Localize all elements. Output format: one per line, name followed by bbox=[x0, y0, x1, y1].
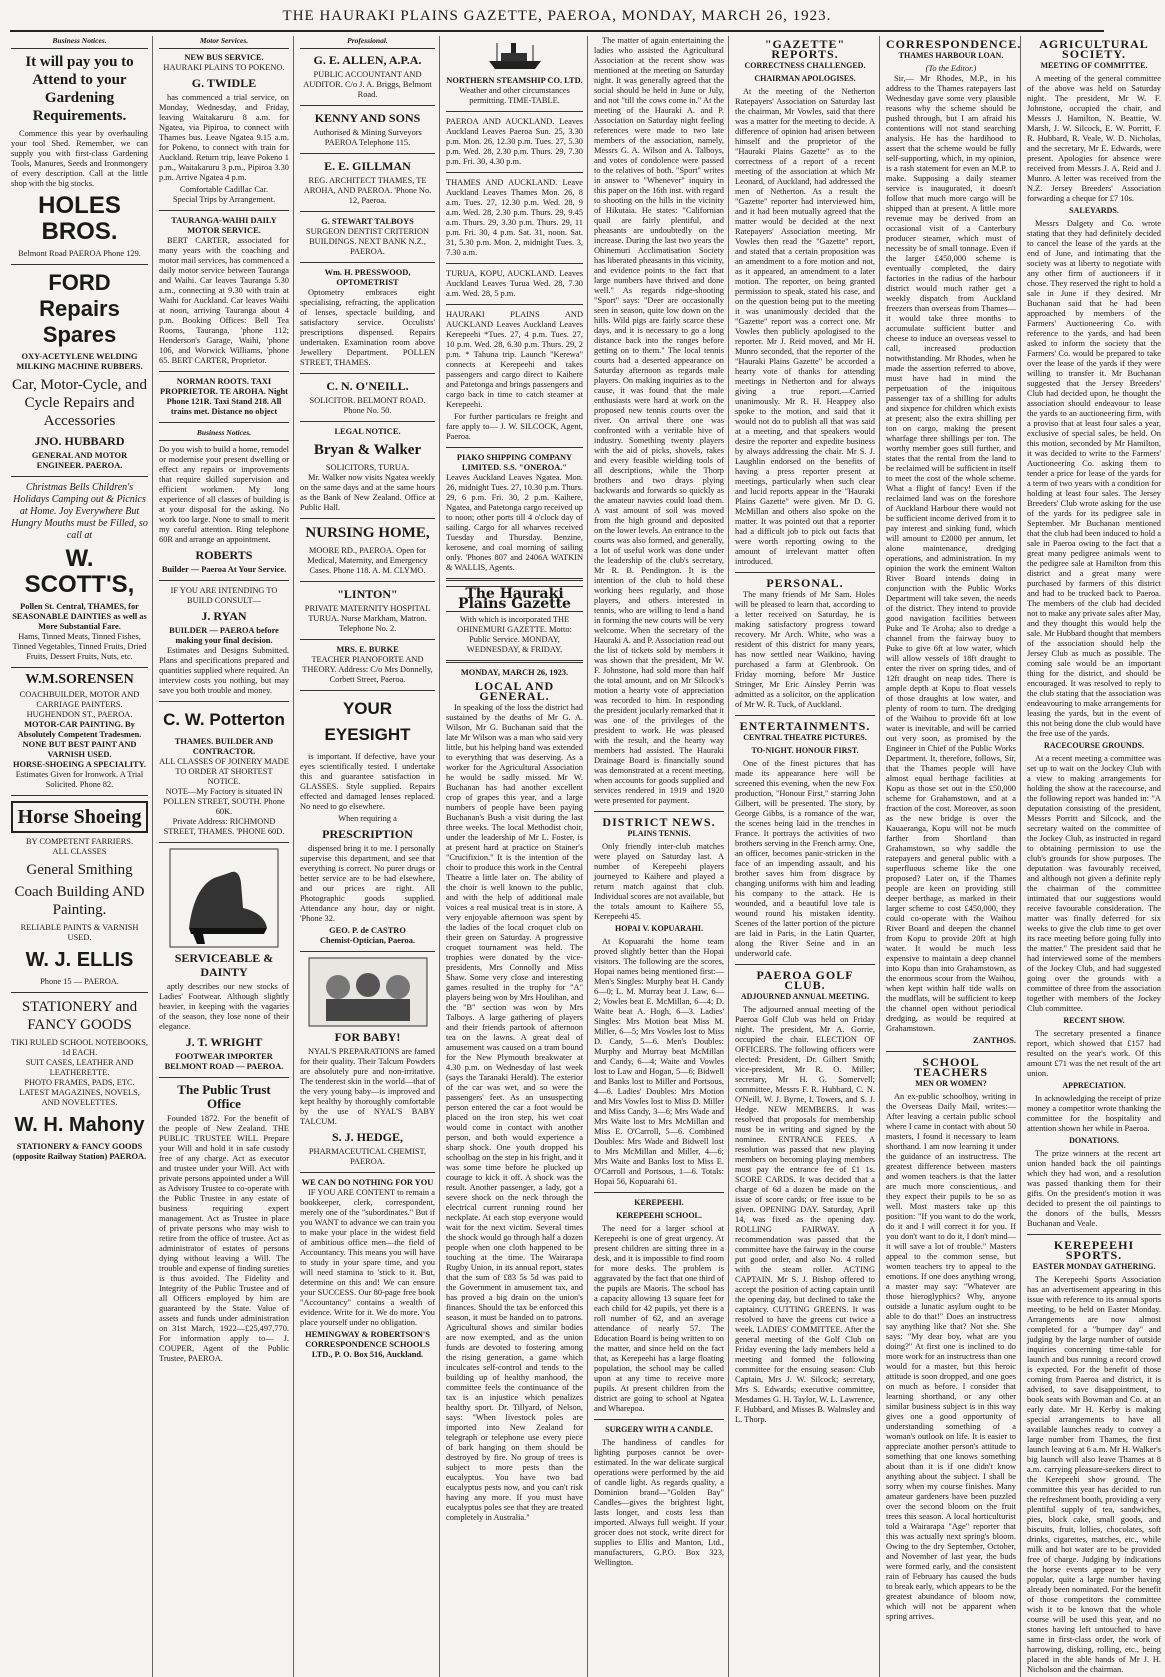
nothing-title: WE CAN DO NOTHING FOR YOU bbox=[301, 1178, 434, 1187]
all-classes: ALL CLASSES bbox=[52, 847, 107, 856]
gazette-reports-body: At the meeting of the Netherton Ratepayers' Association on Saturday last the chairman, Mr Vowles, said that there was a matter for the meeting to decide. A difference of opinion had arisen between himself and the proprietor of the "Hauraki Plains Gazette" as to the correctness of a report of a recent meeting of the association at which Mr Leonard, of Auckland, had addressed the men of Netherton. As a result the "Gazette" reporter had interviewed him, and it had been mutually agreed that the matter would be decided at the next Ratepayers' Association meeting. Mr Vowles then read the "Gazette" report, and stated that a certain proposition was an amendment to a fore motion and not, as it appeared, an amendment to a later motion. The reporter, on being granted permission to speak, stated his case, and on the question being put to the meeting it was unanimously decided that the "Gazette" report was a correct one. Mr Vowles then publicly apologised to the reporter. Mr J. Reid moved, and Mr H. Munro seconded, that the reporter of the "Hauraki Plains Gazette" be accorded a hearty vote of thanks for attending meetings in Netherton and for always giving a true report.—Carried unanimously. Mr R. H. Heappey also spoke to the motion, and said that it would not do to publish all that was said at a meeting, and that speakers would desire the reporter and expedite business by always addressing the chair. Mr S. J. Laughlin endorsed on the benefits of having a press reporter present at meetings, particularly when such clear and lucid reports appear in the "Hauraki Plains Gazette" were given. Mr D. G. McMillan and others also spoke on the matter. It was pointed out that a reporter had a difficult job to pick out facts that were worth reporting owing to the amount of irrelevant matter often introduced. bbox=[735, 87, 875, 566]
correspondence-body: Sir,— Mr Rhodes, M.P., in his address to the Thames ratepayers last Wednesday gave some very plausible reasons why the scheme should be pushed through, but I am afraid his contentions will not stand searching analysis. He has the hardihood to assert that the scheme would be fully self-supporting, which, in my opinion, is a rash statement for even an M.P. to make. Supposing a daily steamer service is inaugurated, it doesn't follow that much more cargo will be shipped than at present. A little more revenue may be derived from an occasional visit of a Canterbury producer steamer, which must of necessity be of small tonnage. Even if the larger £450,000 scheme is eventually completed, the dairy factories in the radius of the harbour district would much rather get a weekly dispatch from Auckland freezers than overseas from Thames—it would take three months to accumulate sufficient butter and cheese to induce an overseas vessel to call, increased production notwithstanding. Mr Rhodes, when he made the assertion referred to above, must have had in mind the perpetuation of the iniquitous passenger tax of a shilling for adults and sixpence for children which exists at present; also the extra shilling per ton on cargo, making the present wharfage three shillings per ton. The worthy member goes still further, and states that the rental from the land to be reclaimed will be sufficient in itself to meet the cost of the whole scheme. What a flight of fancy! Even if the reclaimed land was on the foreshore of Auckland Harbour there would not be sufficient income derived from it to pay interest and sinking fund, which will amount to £2000 per annum, let alone maintenance, dredging operations, and administration. In my opinion the work the eminent Walton River Board intends doing in conjunction with the Public Works Department will take seven, the needs of the district. They intend to provide good navigation facilities between Puke and Te Aroha; also to dredge a channel from the fairway buoy to Puke to give 6ft at low water, which will allow vessels of 18ft draught to enter the river on spring tides, and of 12ft draught on neap tides. There is ample depth at Kopu to float vessels of those draughts at low water, and plenty of room to turn. The dredging of the Waihou to provide 6ft at low water is inevitable, and will be carried out very soon, as promised by the Engineer in Chief of the Public Works Department. It, therefore, follows, Sir, that the Thames people will have almost equal berthage facilities at Kopu as those set out in the £50,000 scheme for Grahamstown, and at a fraction of the cost. Moreover, as soon as the new bridge is over the Kauaeranga, Kopu will not be much farther from Shortland than Grahamstown, so why saddle the ratepayers and general public with a superfluous scheme like the one proposed? Later on, if the Thames people are keen on providing still deeper berthage, as marked in their larger scheme to cost £450,000, they could co-operate with the Waihou River Board and deepen the channel from Kopu to provide 20ft at high water. It would be much less expensive to maintain a deep channel into Kopu than into Grahamstown, as the enormous scour from the Waihou, when kept within half tide walls on the mudflats, will be sufficient to keep the channel open without periodical dredging, as would be required at Grahamstown. bbox=[886, 74, 1016, 1033]
personal-body: The many friends of Mr Sam. Holes will be pleased to learn that, according to a letter received on Saturday, he is making satisfactory progress toward recovery. Mr Arch. White, who was a resident of this district for many years, has now settled near Waikino, having purchased a farm at Glenbrook. On Friday morning, before Mr Justice Stringer, Mr Eric Ainsley Perrin was admitted as a solicitor, on the application of Mr W. R. Tuck, of Auckland. bbox=[735, 590, 875, 709]
harbour-loan-heading: THAMES HARBOUR LOAN. bbox=[898, 51, 1004, 60]
linton-body: PRIVATE MATERNITY HOSPITAL TURUA. Nurse Markham, Matron. Telephone No. 2. bbox=[304, 604, 431, 633]
presswood-name: Wm. H. PRESSWOOD, OPTOMETRIST bbox=[324, 268, 411, 287]
nursing-body: MOORE RD., PAEROA. Open for Medical, Maternity, and Emergency Cases. Phone 118. A. M. CLYMO. bbox=[307, 546, 428, 575]
ellis-phone: Phone 15 — PAEROA. bbox=[40, 977, 119, 986]
steamship-company: NORTHERN STEAMSHIP CO. LTD. bbox=[446, 76, 583, 85]
sorensen-name: W.M.SORENSEN bbox=[25, 672, 134, 687]
personal-heading: PERSONAL. bbox=[766, 576, 844, 590]
presswood-body: Optometry embraces eight specialising, refracting, the application of lenses, spectacle building, and satisfactory service. Occulists' prescriptions dispensed. Repairs undertaken. Examination room above Jewellery Department. POLLEN STREET, THAMES. bbox=[300, 288, 435, 367]
bryan-body: Mr. Walker now visits Ngatea weekly on the same days and at the same hours as the Bank of New Zealand. Office at Public Hall. bbox=[300, 473, 435, 512]
bus-service-title: NEW BUS SERVICE. bbox=[184, 53, 264, 62]
legal-notice: LEGAL NOTICE. bbox=[334, 427, 401, 436]
tiki-notebooks: TIKI RULED SCHOOL NOTEBOOKS, 1d EACH. bbox=[11, 1038, 148, 1057]
appreciation-body: In acknowledging the receipt of prize money a competitor wrote thanking the committee for the hospitality and attention shown her while in Paeroa. bbox=[1027, 1094, 1161, 1133]
ryan-pre: IF YOU ARE INTENDING TO BUILD CONSULT— bbox=[170, 586, 278, 605]
saleyards-heading: SALEYARDS. bbox=[1069, 206, 1119, 215]
hopai-body: At Kopuarahi the home team proved slightly better than the Hopai visitors. The following are the scores, Hopai names being mentioned first:— Men's Singles: Murphy beat H. Candy 6—0; L. M. Murray beat J. Law, 6—2; Vowles beat E. McMillan, 6—4; D. Waite beat A. Hogh, 6—3. Ladies' Singles: Mrs Motion beat Miss M. Miller, 6—5; Mrs Vowles lost to Miss D. Candy, 5—6. Men's Doubles: Murphy and Murray beat McMillan and Candy, 6—4; Waite and Vowles lost to Law and Hogan, 5—6; Bidwell and Banks lost to Miller and Portsous, 4—6. Ladies' Doubles: Mrs Motion and Mrs Vowles lost to Miss D. Miller and Miss Candy, 3—6; Mrs Wade and Mrs Waite lost to Mrs McMillan and Miss E. O'Carroll, 5—6. Combined Doubles: Mrs Wade and Bidwell lost to Mrs McMillan and Miller, 4—6; Mrs Waite and Banks lost to Miss E. O'Carroll and Portsous, 1—6. Totals: Hopai 56, Kopuarahi 61. bbox=[594, 937, 724, 1186]
oxy-welding: OXY-ACETYLENE WELDING bbox=[21, 352, 138, 361]
timetable-hauraki: HAURAKI PLAINS AND AUCKLAND Leaves Auckland Leaves Kerepeehi *Tues. 27, 4 p.m. Tues. 27, 10 p.m. Wed. 28, 6.30 p.m. Thurs. 29, 2 p.m. * Tahuna trip. Launch "Kerewa" connects at Kerepeehi and takes passengers and cargo direct to Kaihere and Patetonga and brings passengers and cargo back in time to catch steamer at Kerepeehi. bbox=[446, 310, 583, 409]
stationery-title: STATIONERY and FANCY GOODS bbox=[21, 999, 138, 1033]
nursing-home: NURSING HOME, bbox=[305, 525, 430, 541]
photo-frames: PHOTO FRAMES, PADS, ETC. bbox=[24, 1078, 135, 1087]
allen-name: G. E. ALLEN, A.P.A. bbox=[313, 53, 422, 67]
section-header: Professional. bbox=[300, 36, 435, 49]
appreciation-heading: APPRECIATION. bbox=[1062, 1081, 1126, 1090]
steamship-icon bbox=[485, 39, 545, 73]
christmas-ad: Christmas Bells Children's Holidays Camping out & Picnics at Home. Joy Everywhere But Hungry Mouths must be Filled, so call at bbox=[11, 482, 148, 541]
ryan-name: J. RYAN bbox=[201, 609, 247, 623]
estimates: Estimates Given for Ironwork. A Trial Solicited. Phone 82. bbox=[15, 770, 144, 789]
milking-rubbers: MILKING MACHINE RUBBERS. bbox=[16, 362, 143, 371]
column-8 bbox=[1024, 36, 1165, 1677]
allen-sub: PUBLIC ACCOUNTANT AND AUDITOR. C/o J. A. Briggs, Belmont Road. bbox=[303, 70, 432, 99]
plains-tennis-body: Only friendly inter-club matches were played on Saturday last. A number of Kerepeehi players journeyed to Kaihere and played a return match against that club. Individual scores are not available, but the totals amount to Kaihere 55, Kerepeehi 45. bbox=[594, 842, 724, 921]
kenny-name: KENNY AND SONS bbox=[314, 111, 421, 125]
talboys-sub: SURGEON DENTIST CRITERION BUILDINGS. NEXT BANK N.Z., PAEROA. bbox=[305, 227, 430, 256]
roberts-sub: Builder — Paeroa At Your Service. bbox=[161, 565, 287, 574]
easter-body: The Kerepeehi Sports Association has an advertisement appearing in this issue with reference to its annual sports meeting, to be held on Easter Monday. Arrangements are now almost completed for a "bumper day" and judging by the large number of outside inquiries concerning time-table for launch and bus running a record crowd is expected. For the benefit of those coming from Paeroa and district, it is advised, to save disappointment, to book seats with Bowman and Co. at an early date. Mr H. Kerby is making special arrangements to have all available launches ready to convey a large number from Thames, the first launch leaving at 6 a.m. Mr H. Walker's big launch will also leave Thames at 8 a.m. carrying pleasure-seekers direct to the Kerepeehi show ground. The committee this year has decided to run the refreshment booth, providing a very plentiful supply of tea, sandwiches, pies, block cake, small goods, and biscuits, fruit, lollies, chocolates, soft drinks, cigarettes, matches, etc., while milk and hot water are to be provided free of charge. Judging by indications the horse events appear to be very popular, quite a large number having already been nominated. For the benefit of those competitors the committee wish it to be known that the whole course will be used this year, and no stones having left untouched to have same in first-class order, the work of harrowing, disking, rolling, etc., being placed in the able hands of Mr J. H. Nicholson and the chairman. bbox=[1027, 1275, 1161, 1674]
potterton-name: C. W. Potterton bbox=[163, 710, 285, 729]
freight-info: For further particulars re freight and fare apply to— J. W. SILCOCK, Agent, Paeroa. bbox=[446, 412, 583, 441]
bus-service-sub: HAURAKI PLAINS TO POKENO. bbox=[163, 63, 285, 72]
hedge-name: S. J. HEDGE, bbox=[331, 1130, 403, 1144]
prescription-pre: When requiring a bbox=[338, 814, 397, 823]
district-news-heading: DISTRICT NEWS. bbox=[602, 815, 716, 829]
twidle-name: G. TWIDLE bbox=[191, 76, 257, 90]
newspaper-page bbox=[0, 4, 1161, 1674]
bryan-sub: SOLICITORS, TURUA. bbox=[325, 463, 410, 472]
kerepeehi-heading: KEREPEEHI. bbox=[634, 1198, 684, 1207]
talboys-name: G. STEWART TALBOYS bbox=[321, 217, 414, 226]
private-address: Private Address: RICHMOND STREET, THAMES. 'PHONE 60D. bbox=[163, 817, 285, 836]
piako-title: PIAKO SHIPPING COMPANY LIMITED. S.S. "ONEROA." bbox=[456, 453, 573, 472]
committee-meeting-heading: MEETING OF COMMITTEE. bbox=[1040, 61, 1148, 70]
horse-shoeing-title: Horse Shoeing bbox=[11, 801, 148, 833]
mahony-name: W. H. Mahony bbox=[14, 1114, 145, 1136]
ford-ad: FORD Repairs Spares bbox=[39, 270, 120, 347]
recent-show-body: The secretary presented a finance report, which showed that £157 had resulted on the year's work. Of this amount £71 was the net result of the art union. bbox=[1027, 1029, 1161, 1078]
scott-name: W. SCOTT'S, bbox=[24, 545, 135, 598]
column-7 bbox=[883, 36, 1021, 1677]
hopai-heading: HOPAI V. KOPUARAHI. bbox=[614, 924, 703, 933]
public-trust-body: Founded 1872. For the benefit of the people of New Zealand. THE PUBLIC TRUSTEE WILL Prepare your Will and hold it in safe custody free of any charge. Act as executor and trustee under your Will. Act with private persons appointed under a Will as Advisory Trustee to co-operate with the Public Trustee in any estate of business requiring expert management. Act as Trustee in place of private persons who may wish to retire from the office of trustee. Act as administrator of estates of persons dying without leaving a Will. The trouble and expense of finding sureties is thus avoided. The Fidelity and Integrity of the Public Trustee and of all Officers employed by him are guaranteed by the State. Value of assets and funds under administration on 31st March, 1922—£25,497,770. For information apply to— J. COUPER, Agent of the Public Trustee, PAEROA. bbox=[159, 1114, 290, 1363]
kenny-sub: Authorised & Mining Surveyors PAEROA Telephone 115. bbox=[313, 128, 422, 147]
for-baby-body: NYAL'S PREPARATIONS are famed for their quality. Their Talcum Powders are absolutely pure and non-irritative. The tenderest skin in the world—that of the very young baby—is improved and kept healthy by thoroughly comfortable by the use of NYAL'S BABY TALCUM. bbox=[300, 1047, 435, 1126]
column-4 bbox=[443, 36, 588, 1677]
prescription-title: PRESCRIPTION bbox=[322, 827, 413, 841]
wright-name: J. T. WRIGHT bbox=[185, 1035, 263, 1049]
ryan-body: Estimates and Designs Submitted. Plans and specifications prepared and quantities supplied where required. An interview costs you nothing, but may save you both trouble and money. bbox=[159, 646, 289, 695]
gazette-sub: With which is incorporated THE OHINEMURI GAZETTE. Motto: Public Service. MONDAY, WEDNESDAY, & FRIDAY. bbox=[457, 615, 572, 654]
gillman-sub: REG. ARCHITECT THAMES, TE AROHA, AND PAEROA. 'Phone No. 12, Paeroa. bbox=[303, 176, 432, 205]
central-theatre-heading: CENTRAL THEATRE PICTURES. bbox=[743, 733, 867, 742]
roberts-name: ROBERTS bbox=[195, 548, 253, 562]
linton: "LINTON" bbox=[337, 587, 398, 601]
prescription-body: dispensed bring it to me. I personally supervise this department, and see that everything is correct. No purer drugs or better service are to be had elsewhere, and our prices are right. All Photographic goods supplied. Attendance any hour, day or night. 'Phone 32. bbox=[300, 844, 435, 923]
easter-heading: EASTER MONDAY GATHERING. bbox=[1032, 1262, 1156, 1271]
holes-bros-address: Belmont Road PAEROA Phone 129. bbox=[18, 249, 141, 258]
steamship-sub: Weather and other circumstances permitting. TIME-TABLE. bbox=[459, 86, 570, 105]
castro-sub: Chemist-Optician, Paeroa. bbox=[320, 936, 415, 945]
potterton-sub: THAMES. BUILDER AND CONTRACTOR. bbox=[174, 737, 274, 756]
farriers: BY COMPETENT FARRIERS. bbox=[25, 837, 134, 846]
column-1 bbox=[8, 36, 153, 1677]
eyesight-title: YOUR EYESIGHT bbox=[324, 699, 411, 744]
kerepeehi-sports-heading: KEREPEEHI SPORTS. bbox=[1053, 1238, 1135, 1262]
plains-tennis-heading: PLAINS TENNIS. bbox=[627, 829, 691, 838]
columns bbox=[8, 36, 1161, 1674]
saleyards-body: Messrs Dalgety and Co. wrote stating that they had definitely decided to cancel the lease of the yards at the end of June, and intimating that the society was at liberty to negotiate with any other firm of auctioneers if it chose. They reserved the right to hold a sale in June if they desired. Mr Buchanan said that he had been approached by members of the Farmers' Auctioneering Co. with reference to the yards, and had been asked to inform the society that the Farmers' Co. would be prepared to take over the lease of the yards if they were willing to transfer it. Mr Buchanan suggested that the Jersey Breeders' Club had decided upon, he thought the association should endeavour to lease the yards to an auctioneering firm, with a proviso that at least four sales a year, exclusive of special sales, be held. On this motion, seconded by Mr Hamilton, it was decided to write to the Farmers' Auctioneering Co. asking them to tender a price for lease of the yards for a term of two years with a condition for holding at least four sales. The Jersey Breeders' Club wrote asking for the use of the yards for its pedigree sale in September. Mr Buchanan mentioned that the club had been induced to hold a sale in Paeroa owing to the fact that a great many pedigree animals went to the pedigree sale at Hamilton from this district and a great many were purchased by farmers of this district and had to be trucked back to Paeroa. The members of the club had decided not to make any private sales after May, and they thought this would help the sale. Mr Hubbard thought that members of the association should help the Jersey Club as much as possible. The coming sale would be an important thing for the district, and should be encouraged. It was resolved to reply to the club stating that the association was endeavouring to make arrangements for leasing the yards, but in the event of this not being done the club would have the free use of the yards. bbox=[1027, 219, 1161, 738]
hubbard-name: JNO. HUBBARD bbox=[34, 434, 125, 448]
garden-ad-body: Commence this year by overhauling your tool Shed. Remember, we can supply you with first-class Gardening Tools, Manures, Seeds and Ironmongery of every description. Call at the little shop with the big stocks. bbox=[11, 129, 148, 188]
column-3 bbox=[297, 36, 440, 1677]
ladies-shoe-illustration bbox=[169, 848, 279, 948]
gazette-nameplate: The Hauraki Plains Gazette bbox=[446, 586, 583, 612]
serviceable-title: SERVICEABLE & DAINTY bbox=[174, 951, 274, 979]
castro-name: GEO. P. de CASTRO bbox=[329, 926, 406, 935]
mahony-sub: STATIONERY & FANCY GOODS (opposite Railway Station) PAEROA. bbox=[12, 1142, 147, 1161]
tauranga-waihi-title: TAURANGA-WAIHI DAILY MOTOR SERVICE. bbox=[171, 216, 277, 235]
scott-body: Hams, Tinned Meats, Tinned Fishes, Tinned Vegetables, Tinned Fruits, Dried Fruits, Dessert Fruits, Nuts, etc. bbox=[12, 632, 147, 661]
letter-signature: ZANTHOS. bbox=[972, 1036, 1016, 1045]
piako-body: Leaves Auckland Leaves Ngatea. Mon. 26, midnight Tues. 27, 10.30 p.m. Thurs. 29, 6 p.m. Fri. 30, 2 p.m. Kaihere, Ngatea, and Patetonga cargo received up to noon; other ports till 4 o'clock day of sailing. Cargo for all wharves received Tuesday and Thursday. Benzine, kerosene, and coal morning of sailing only. 'Phones 807 and 2406A WATKIN & WALLIS, Agents. bbox=[446, 473, 583, 572]
golf-club-heading: PAEROA GOLF CLUB. bbox=[756, 968, 854, 992]
burke-name: MRS. E. BURKE bbox=[336, 645, 399, 654]
cadillac: Comfortable Cadillac Car. bbox=[179, 185, 269, 194]
serviceable-body: aptly describes our new stocks of Ladies' Footwear. Although slightly heavier, in keeping with the vagaries of the season, they lose none of their elegance. bbox=[159, 982, 289, 1031]
local-general-body: In speaking of the loss the district had sustained by the deaths of Mr G. A. Wilson, Mr G. Buchanan said that the late Mr Wilson was a man who said very little, but his helping hand was extended to everything that was deserving. As a worker for the Agricultural Association he would be sadly missed. Mr W. Buchanan has had another excellent crop of grapes this year, and a large numbers of people have been paying Buchanan's Bush a visit during the last three weeks. The local Methodist choir, under the leadership of Mr L. Foster, is at present hard at practice on Stainer's "Crucifixion." It is the intention of the choir to produce this work in the Central Theatre a little later on. The ability of the choir is well known to the public, and with the help of additional male voices a real musical treat is in store. A very enjoyable afternoon was spent by the ladies of the local croquet club on their green on Saturday. A progressive croquet tournament was held. The trophies were donated by the vice-presidents, Mrs Connolly and Miss Shaw. Some very close and interesting games resulted in the trophy for "A" players being won by Mrs Houlihan, and the "B" section was won by Mrs Talboys. A large gathering of players and their friends partook of afternoon tea on the lawns. A great deal of amusement was caused on a tram bound for the New Plymouth breakwater at 4.30 p.m. on Wednesday of last week (says the Taranaki Herald). The exterior of the car was wet, and so were the passengers' feet. As an unsuspecting person entered the car a foot would be placed on the iron step, his wet coat would come in contact with another person, and both would experience a sharp shock. One youth dropped his schoolbag on the step in his fright, and it was some time before he plucked up courage to kick it off. A shock was the result. Another passenger, a lady, got a severe shock on the neck through the electrical current running round her neckplate. At each stop everyone would wait for the next victim. Several times the shock would go through half a dozen people when one cloth happened to be touching at the time. The Wairarapa Rugby Union, in its annual report, states that the sum of £83 5s 5d was paid to the Government in amusement tax, and has proved a big drain on the union's finances. Should the tax be enforced this season, it must be handed on to patrons. Agricultural shows and similar bodies are now exempted, and as the union funds are devoted to fostering among the rising generation, a game which inculcates self-control and tends to the building up of healthy manhood, the committee feels the continuance of the tax is an injustice which penalizes healthy sport. Dr. Tillyard, of Nelson, says: "When livestock poles are imported into New Zealand for telegraph or telephone use every piece of bark hanging on them should be destroyed by fire. No group of trees is subject to more pests than the eucalyptus. You have two bad eucalyptus pests now, and you can't risk having any more. If you must have eucalyptus poles see that they are treated completely in Australia." bbox=[446, 703, 584, 1522]
public-trust-title: The Public Trust Office bbox=[177, 1082, 271, 1111]
hubbard-sub: GENERAL AND MOTOR ENGINEER. PAEROA. bbox=[31, 451, 128, 470]
bryan-walker: Bryan & Walker bbox=[313, 442, 422, 458]
section-header-2: Business Notices. bbox=[159, 428, 289, 441]
donations-heading: DONATIONS. bbox=[1069, 1136, 1119, 1145]
best-paint: NONE BUT BEST PAINT AND VARNISH USED. bbox=[22, 740, 137, 759]
masthead: THE HAURAKI PLAINS GAZETTE, PAEROA, MONDAY, MARCH 26, 1923. bbox=[10, 4, 1104, 32]
agricultural-society-heading: AGRICULTURAL SOCIETY. bbox=[1039, 37, 1149, 61]
local-general-heading: LOCAL AND GENERAL. bbox=[474, 679, 555, 703]
chairman-heading: CHAIRMAN APOLOGISES. bbox=[754, 74, 856, 83]
holes-bros-name: HOLES BROS. bbox=[38, 192, 121, 245]
general-smithing: General Smithing bbox=[26, 862, 133, 878]
coach-building: Coach Building AND Painting. bbox=[14, 884, 145, 918]
baby-illustration bbox=[308, 957, 428, 1027]
ellis-name: W. J. ELLIS bbox=[25, 949, 134, 971]
column-2 bbox=[156, 36, 294, 1677]
agricultural-body: A meeting of the general committee of the above was held on Saturday night. The president, Mr W. F. Johnstone, occupied the chair, and Messrs J. Hamilton, N. Beattie, W. Marsh, J. W. Silcock, E. W. Porritt, F. R. Hubbard, R. Veale, W. D. Nicholas, and the secretary, Mr E. Edwards, were present. Apologies for absence were received from Messrs J. A. Reid and J. Munro. A letter was received from the N.Z. Jersey Breeders' Association forwarding a cheque for £7 10s. bbox=[1027, 74, 1161, 203]
suit-cases: SUIT CASES, LEATHER AND LEATHERETTE. bbox=[25, 1058, 134, 1077]
ryan-sub: BUILDER — PAEROA before making your final decision. bbox=[169, 626, 279, 645]
kerepeehi-school-heading: KEREPEEHI SCHOOL. bbox=[616, 1211, 702, 1220]
racecourse-heading: RACECOURSE GROUNDS. bbox=[1043, 741, 1144, 750]
golf-annual-meeting: ADJOURNED ANNUAL MEETING. bbox=[740, 992, 870, 1001]
correctness-heading: CORRECTNESS CHALLENGED. bbox=[744, 61, 866, 70]
hemingway: HEMINGWAY & ROBERTSON'S CORRESPONDENCE SCHOOLS LTD., P. O. Box 516, Auckland. bbox=[305, 1330, 430, 1359]
garden-ad-headline: It will pay you to Attend to your Gardening Requirements. bbox=[25, 54, 134, 124]
gazette-reports-heading: "GAZETTE" REPORTS. bbox=[764, 37, 846, 61]
entertainments-body: One of the finest pictures that has made its appearance here will be screened this evening, when the new Fox production, "Honour First," starring John Gilbert, will be presented. The story, by George Gibbs, is a romance of the war, the scenes being laid in the trenches in France. It portrays the activities of two brothers serving in the French army. One, an officer, becomes panic-stricken in the face of an impending assault, and his brother saves him from disgrace by changing uniforms with him and leading his company to the attack. He is wounded, and a beautiful love tale is wound round his mistaken identity. Scenes of the latter portion of the picture are laid in Paris, in the Latin Quarter, along the River Seine and in an underworld cafe. bbox=[735, 759, 875, 958]
latest-magazines: LATEST MAGAZINES, NOVELS, AND NOVELETTES. bbox=[19, 1088, 140, 1107]
sorensen-body: COACHBUILDER, MOTOR AND CARRIAGE PAINTERS. HUGHENDON ST., PAEROA. bbox=[19, 690, 140, 719]
golf-club-body: The adjourned annual meeting of the Paeroa Golf Club was held on Friday night. The president, Mr A. Gorrie, occupied the chair. ELECTION OF OFFICERS. The following officers were elected: President, Dr. Gilbert Smith; vice-president, Mr R. O. Miller; secretary, Mr H. G. Somervell; committee, Messrs F. R. Hubbard, C. N. O'Neill, W. J. Byrne, I. Towers, and S. J. Hedge. NEW MEMBERS. It was resolved that proposals for membership must be in writing and signed by the nominee. ENTRANCE FEES. A resolution was passed that new playing members on becoming playing members must pay the entrance fee of £1 1s. SCORE CARDS. It was decided that a charge of 6d a dozen be made on the issue of score cards; or free issue to be given. OPENING DAY. Saturday, April 14, was fixed as the opening day. ROLLING FAIRWAY. A recommendation was passed that the committee have the fairway in the course put good order, and also No. 4 rolled with the steam roller. ACTING CAPTAIN. Mr S. J. Bishop offered to accept the position of acting captain until the opening day, but declined to take the captaincy. CUTTING GREENS. It was resolved to have the greens cut twice a week. LADIES' COMMITTEE. After the general meeting of the Golf Club on Friday evening the lady members held a meeting and formed the following committee for the ensuing season: Club Captain, Mrs J. W. Silcock; secretary, Mrs S. Edwards; executive committee, Mesdames G. H. Taylor, W. L. Lawrence, F. Hubbard, and Misses B. Walmsley and L. Thorp. bbox=[735, 1005, 875, 1424]
eyesight-body: is important. If defective, have your eyes scientifically tested. I undertake this and guarantee satisfaction in GLASSES. Style supplied. Repairs effected and damaged lenses replaced. No need to go elsewhere. bbox=[300, 752, 435, 811]
car-repairs-headline: Car, Motor-Cycle, and Cycle Repairs and Accessories bbox=[12, 377, 147, 429]
factory-note: NOTE—My Factory is situated IN POLLEN STREET, SOUTH. Phone 60K. bbox=[163, 787, 285, 816]
kerepeehi-school-body: The need for a larger school at Kerepeehi is one of great urgency. At present children are sitting three in a desk, and it is impossible to find room for more desks. The problem is aggravated by the fact that one third of the pupils are Maoris. The school has a capacity allowing 13 square feet for each child for 42 pupils, yet there is a roll number of 62, and an average attendance of nearly 57. The Education Board is being written to on the matter, and since held on the fact that, as Kerepeehi has a large floating population, the school may be called upon at any time to receive more pupils. At present children from the district are going to school at Ngatea and Wharepoa. bbox=[594, 1224, 724, 1413]
joinery: ALL CLASSES OF JOINERY MADE TO ORDER AT SHORTEST NOTICE. bbox=[159, 757, 289, 786]
donations-body: The prize winners at the recent art union handed back the oil paintings which they had won, and a resolution was passed thanking them for their gifts. On the president's motion it was decided to present the oil paintings to the donors of the bulls, Messrs Buchanan and Veale. bbox=[1027, 1149, 1161, 1228]
tauranga-waihi-body: BERT CARTER, associated for many years with the coaching and motor mail services, has commenced a daily motor service between Tauranga and Waihi. Car leaves Tauranga 5.30 a.m., connecting at 9.30 with train at Waihi for Auckland. Car leaves Waihi at noon, arriving Tauranga about 4 p.m. Booking Offices: Bell Tea Rooms, Tauranga, 'phone 112; Henderson's Garage, Waihi, 'phone 106, and Worwick Williams, 'phone 65. BERT CARTER, Proprietor. bbox=[159, 236, 289, 365]
scott-sub: Pollen St. Central, THAMES, for SEASONABLE DAINTIES as well as More Substantial Fare. bbox=[12, 602, 147, 631]
wright-sub: FOOTWEAR IMPORTER BELMONT ROAD — PAEROA. bbox=[164, 1052, 284, 1071]
norman-roots: NORMAN ROOTS. TAXI PROPRIETOR. TE AROHA. Night Phone 121R. Taxi Stand 218. All trains met. Distance no object bbox=[160, 377, 288, 416]
correspondence-heading: CORRESPONDENCE. bbox=[886, 37, 1022, 51]
oneill-name: C. N. O'NEILL. bbox=[326, 379, 409, 393]
oneill-sub: SOLICITOR. BELMONT ROAD. Phone No. 50. bbox=[309, 396, 426, 415]
dateline: MONDAY, MARCH 26, 1923. bbox=[460, 668, 569, 677]
local-continued: The matter of again entertaining the ladies who assisted the Agricultural Association at the recent show was mentioned at the meeting on Saturday night. It was generally agreed that the social should be held in June or July, and not "till the cows come in." At the meeting of the Hauraki A. and P. Association on Saturday night feeling references were made to two late members of the association, namely, Messrs G. A. Wilson and A. Talboys, and votes of condolence were passed to the relatives of both. "Sport" writes in answer to "Whenever" inquiry in this paper on the 16th inst. with regard to shooting on the hills in the vicinity of Hikutaia. He states: "Californian quail are fairly plentiful, and pheasants are undoubtedly on the increase. During the last two years the Ohinemuri Acclimatisation Society has liberated pheasants in this vicinity, and evidence points to the fact that large numbers have thrived and done well." As regards ridge-shooting "Sport" says: "Deer are occasionally seen in season, quite low down on the hills. Wild pigs are fairly scarce these days, and it is necessary to go a long distance back into the ranges before getting on to them." The local tennis courts had a deserted appearance on Saturday afternoon as regards male players. On making inquiries as to the cause, it was found that the male enthusiasts were hard at work on the proposed new tennis courts over the river. On arrival there one was confronted with a veritable hive of industry. Something twenty players with the aid of picks, shovels, rakes and every feasible wielding tools of all descriptions, while the Thorp brothers and two drays plying backwards and forwards so quickly as the amateur navvies could load them. A vast amount of soil was moved from the high ground and deposited on the lower levels. An entrance to the courts was also formed, and generally, a lot of useful work was done under the leadership of the club's secretary, Mr R. B. Pendington. It is the intention of the club to hold these working bees regularly, and those players, and others interested in tennis, who are willing to lend a hand in forming the new courts will be very welcome. When the secretary of the Hauraki A. and P. Association read out the list of tickets sold by members it was shown that the president, Mr W. F. Johnstone, had sold more than half the total amount, and on Mr Silcock's motion a hearty vote of appreciation was recorded to him. In responding the president jocularly remarked that it was one of the privileges of the president to work. He was pleased with the result, and the hearty way members had assisted. The Hauraki Drainage Board is financially sound was demonstrated at a recent meeting, when accounts for goods supplied and services rendered in 1919 and 1920 were presented for payment. bbox=[594, 36, 724, 805]
hedge-sub: PHARMACEUTICAL CHEMIST, PAEROA. bbox=[308, 1147, 427, 1166]
special-trips: Special Trips by Arrangement. bbox=[172, 195, 276, 204]
section-header: Motor Services. bbox=[159, 36, 289, 49]
candle-heading: SURGERY WITH A CANDLE. bbox=[605, 1425, 713, 1434]
tonight-heading: TO-NIGHT. HONOUR FIRST. bbox=[751, 746, 859, 755]
twidle-body: has commenced a trial service, on Monday, Wednesday, and Friday, leaving Waitakaruru 8 a.m. for Ngatea, via Pipiroa, to connect with Thames bus. Leave Ngatea 9.15 a.m. for Pokeno, to connect with train for Auckland. Return trip, leave Pokeno 1 p.m., Waitakaruru 3 p.m., Pipiroa 3.30 p.m. Arrive Ngatea 4 p.m. bbox=[159, 93, 289, 182]
timetable-paeroa: PAEROA AND AUCKLAND. Leaves Auckland Leaves Paeroa Sun. 25, 3.30 p.m. Mon. 26, 12.30 p.m. Tues. 27, 5.30 p.m. Wed. 28, 2.30 p.m. Thurs. 29, 7.30 p.m. Fri. 30, 4.30 p.m. bbox=[446, 117, 583, 166]
school-teachers-body: An ex-public schoolboy, writing in the Overseas Daily Mail, writes:— After leaving a certain public school where I came in contact with about 50 masters, I found it necessary to learn shorthand. I am now learning it under the guidance of an instructress. The greatest difference between masters and women teachers is that the latter are much more conscientious, and they expect their pupils to be so as well. Most masters take up this position: "If you want to do the work, do it and I will correct it for you. If you don't want to do it, I don't mind—it will save a lot of trouble." Masters appeal to the common sense, but women teachers try to appeal to the emotions. If one does anything wrong, a master may say: "Whatever are those hieroglyphics? Why, anyone outside a lunatic asylum ought to be able to do that!" Does an instructress say anything like that? Not she. She says: "My dear boy, what are you doing?" At first one is inclined to do more work for an instructress than one would for a master, but this heroic attitude is soon dropped, and one goes on much as before. I consider that learning shorthand, or any other similar business subject is in this way gives one a good opportunity of understanding something of a woman's outlook on life. It is easier to appreciate another person's attitude to something that one knows something about than it is if one didn't know anything about the subject. I shall be sorry when my course finishes. Many amateur gardeners have been puzzled over the second bloom on the fruit trees this season. A local horticulturist told a Wairarapa "Age" reporter that this was actually next spring's bloom. Owing to the dry September, October, and November of last year, the buds were formed early, and the consistent rain of February has caused the buds to break early, which appears to be the greatest abundance of bloom now, which will not be apparent when spring arrives. bbox=[886, 1092, 1016, 1621]
timetable-turua: TURUA, KOPU, AUCKLAND. Leaves Auckland Leaves Turua Wed. 28, 7.30 a.m. Wed. 28, 5 p.m. bbox=[446, 269, 583, 298]
men-or-women: MEN OR WOMEN? bbox=[915, 1079, 987, 1088]
gillman-name: E. E. GILLMAN bbox=[324, 159, 411, 173]
nothing-body: IF YOU ARE CONTENT to remain a bookkeeper, clerk, correspondent, merely one of the "subordinates." But if you WANT to advance we can train you to make your place in the widest field of ambitious office men—the field of Accountancy. This means you will have to study in your spare time, and you will need stamina to 'stick to it. But, determine on this and! We can ensure your SUCCESS. Our 80-page free book "Accountancy" contains a wealth of evidence. Write for it. We do more. You place yourself under no obligation. bbox=[300, 1188, 435, 1327]
to-the-editor: (To the Editor.) bbox=[925, 64, 977, 73]
school-teachers-heading: SCHOOL TEACHERS bbox=[913, 1055, 989, 1079]
burke-body: TEACHER PIANOFORTE AND THEORY. Address: C/o Mrs Donnelly, Corbett Street, Paeroa. bbox=[302, 655, 433, 684]
entertainments-heading: ENTERTAINMENTS. bbox=[739, 719, 871, 733]
for-baby-title: FOR BABY! bbox=[334, 1030, 401, 1044]
racecourse-body: At a recent meeting a committee was set up to wait on the Jockey Club with a view to making arrangements for holding the show at the racecourse, and the following report was handed in: "A deputation consisting of the president, Messrs Porritt and Silcock, and the secretary waited on the committee of the Jockey Club, as instructed in regard to obtaining permission to use the club's grounds for show purposes. The deputation was favourably received, and although not given a definite reply the chairman of the committee intimated that our suggestions would receive favourable consideration. The matter was finally deferred for six weeks to give the club time to get over its race meeting before going fully into the matter." The president said that he had interviewed some of the members of the Jockey Club, and had suggested going over the grounds with a committee of three from the association together with members of the Jockey Club committee. bbox=[1027, 754, 1161, 1013]
column-5 bbox=[591, 36, 729, 1677]
timetable-thames: THAMES AND AUCKLAND. Leave Auckland Leaves Thames Mon. 26, 8 a.m. Tues. 27, 12.30 p.m. Wed. 28, 9 a.m. Wed. 28, 2.30 p.m. Thurs. 29, 9.45 a.m. Thurs. 29, 3.30 p.m. Thurs. 29, 11 p.m. Fri. 30, 4 p.m. Sat. 31, noon. Sat. 31, 5.30 p.m. Mon. 2, midnight Tues. 3, 7.30 a.m. bbox=[446, 178, 583, 257]
builder-notice: Do you wish to build a home, remodel or modernise your present dwelling or effect any repairs or improvements that require skilled supervision and efficient workmen. My long experience of all classes of building is at your disposal for the asking. No work too large. None to small to merit my careful attention. Ring telephone 60R and arrange an appointment. bbox=[159, 445, 289, 544]
section-header: Business Notices. bbox=[11, 36, 148, 49]
motorcar-painting: MOTOR-CAR PAINTING. By Absolutely Competent Tradesmen. bbox=[17, 720, 142, 739]
recent-show-heading: RECENT SHOW. bbox=[1063, 1016, 1125, 1025]
column-6 bbox=[732, 36, 880, 1677]
reliable-paints: RELIABLE PAINTS & VARNISH USED. bbox=[20, 923, 139, 942]
candle-body: The handiness of candles for lighting purposes cannot be over-estimated. In the war delicate surgical operations were performed by the aid of candle light. As regards quality, a Dominion brand—"Golden Bay" Candles—gives the brightest light, lasts longer, and costs less than imported. Always full weight. If your grocer does not stock, write direct for supplies to Ellis and Manton, Ltd., manufacturers, G.P.O. Box 323, Wellington. bbox=[594, 1438, 724, 1567]
horse-shoeing-speciality: HORSE-SHOEING A SPECIALITY. bbox=[12, 760, 147, 769]
